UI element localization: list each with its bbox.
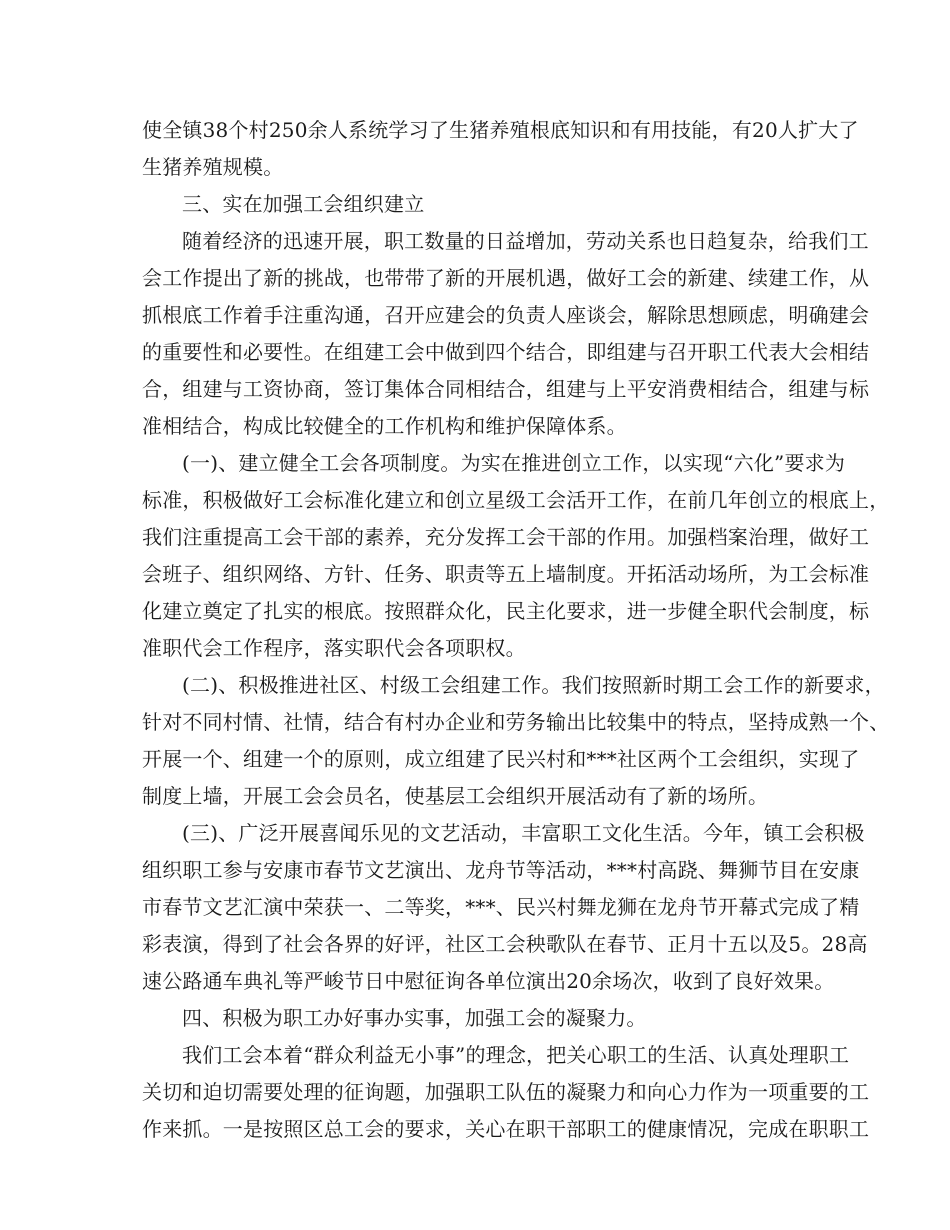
subsection-line: (一)、建立健全工会各项制度。为实在推进创立工作，以实现“六化”要求为 [182,451,846,475]
paragraph-line: 抓根底工作着手注重沟通，召开应建会的负责人座谈会，解除思想顾虑，明确建会 [142,303,870,327]
paragraph-line: 市春节文艺汇演中荣获一、二等奖，***、民兴村舞龙狮在龙舟节开幕式完成了精 [142,895,860,919]
paragraph-line: 会班子、组织网络、方针、任务、职责等五上墙制度。开拓活动场所，为工会标准 [142,562,870,586]
paragraph-line: 作来抓。一是按照区总工会的要求，关心在职干部职工的健康情况，完成在职职工 [142,1117,870,1141]
paragraph-line: 关切和迫切需要处理的征询题，加强职工队伍的凝聚力和向心力作为一项重要的工 [142,1080,870,1104]
subsection-line: (三)、广泛开展喜闻乐见的文艺活动，丰富职工文化生活。今年，镇工会积极 [182,821,865,845]
subsection-line: (二)、积极推进社区、村级工会组建工作。我们按照新时期工会工作的新要求， [182,673,885,697]
paragraph-line: 标准，积极做好工会标准化建立和创立星级工会活开工作，在前几年创立的根底上， [142,488,890,512]
paragraph-line: 生猪养殖规模。 [142,155,284,179]
paragraph-line: 开展一个、组建一个的原则，成立组建了民兴村和***社区两个工会组织，实现了 [142,747,860,771]
section-heading: 三、实在加强工会组织建立 [182,192,425,216]
paragraph-line: 的重要性和必要性。在组建工会中做到四个结合，即组建与召开职工代表大会相结 [142,340,870,364]
paragraph-line: 速公路通车典礼等严峻节日中慰征询各单位演出20余场次，收到了良好效果。 [142,969,835,993]
paragraph-line: 会工作提出了新的挑战，也带带了新的开展机遇，做好工会的新建、续建工作，从 [142,266,870,290]
paragraph-line: 使全镇38个村250余人系统学习了生猪养殖根底知识和有用技能，有20人扩大了 [142,118,859,142]
paragraph-line: 化建立奠定了扎实的根底。按照群众化，民主化要求，进一步健全职代会制度，标 [142,599,870,623]
paragraph-line: 制度上墙，开展工会会员名，使基层工会组织开展活动有了新的场所。 [142,784,769,808]
paragraph-line: 我们工会本着“群众利益无小事”的理念，把关心职工的生活、认真处理职工 [182,1043,850,1067]
paragraph-line: 准相结合，构成比较健全的工作机构和维护保障体系。 [142,414,627,438]
paragraph-line: 合，组建与工资协商，签订集体合同相结合，组建与上平安消费相结合，组建与标 [142,377,870,401]
paragraph-line: 组织职工参与安康市春节文艺演出、龙舟节等活动，***村高跷、舞狮节目在安康 [142,858,860,882]
paragraph-line: 彩表演，得到了社会各界的好评，社区工会秧歌队在春节、正月十五以及5。28高 [142,932,868,956]
paragraph-line: 针对不同村情、社情，结合有村办企业和劳务输出比较集中的特点，坚持成熟一个、 [142,710,890,734]
paragraph-line: 随着经济的迅速开展，职工数量的日益增加，劳动关系也日趋复杂，给我们工 [182,229,869,253]
section-heading: 四、积极为职工办好事办实事，加强工会的凝聚力。 [182,1006,647,1030]
paragraph-line: 准职代会工作程序，落实职代会各项职权。 [142,636,526,660]
paragraph-line: 我们注重提高工会干部的素养，充分发挥工会干部的作用。加强档案治理，做好工 [142,525,870,549]
